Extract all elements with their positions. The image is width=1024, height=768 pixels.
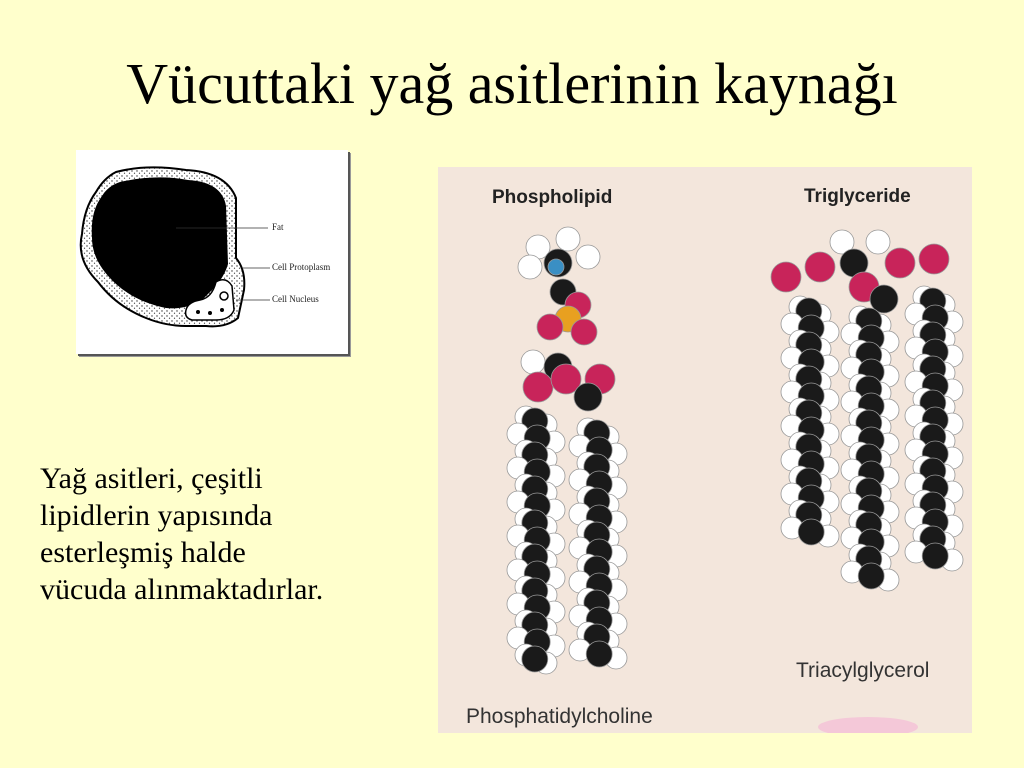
head-hydrogen-atom	[556, 227, 580, 251]
body-line: vücuda alınmaktadırlar.	[40, 573, 324, 606]
glycerol-carbon-atom	[574, 383, 602, 411]
nucleus-label: Cell Nucleus	[272, 294, 319, 304]
oxygen-atom	[771, 262, 801, 292]
oxygen-atom	[537, 314, 563, 340]
background-smudge	[818, 717, 918, 733]
protoplasm-label: Cell Protoplasm	[272, 262, 331, 272]
nitrogen-atom	[548, 259, 564, 275]
triglyceride-heading: Triglyceride	[804, 186, 911, 207]
triglyceride-caption: Triacylglycerol	[796, 659, 930, 682]
oxygen-atom	[523, 372, 553, 402]
oxygen-atom	[571, 319, 597, 345]
molecule-models	[438, 167, 972, 733]
glycerol-hydrogen-atom	[521, 350, 545, 374]
body-line: esterleşmiş halde	[40, 536, 246, 569]
phospholipid-chain-carbon-atom	[522, 646, 548, 672]
lipid-molecule-figure	[438, 167, 972, 733]
triglyceride-chain-carbon-atom	[922, 543, 948, 569]
phospholipid-caption: Phosphatidylcholine	[466, 705, 653, 728]
triglyceride-chain-carbon-atom	[858, 563, 884, 589]
phospholipid-chain-carbon-atom	[586, 641, 612, 667]
oxygen-atom	[805, 252, 835, 282]
fat-cell-figure	[76, 150, 348, 354]
oxygen-atom	[919, 244, 949, 274]
fat-label: Fat	[272, 222, 284, 232]
triglyceride-chain-carbon-atom	[798, 519, 824, 545]
glycerol-hydrogen-atom	[866, 230, 890, 254]
body-line: lipidlerin yapısında	[40, 499, 273, 532]
phospholipid-heading: Phospholipid	[492, 187, 613, 208]
head-hydrogen-atom	[518, 255, 542, 279]
head-hydrogen-atom	[576, 245, 600, 269]
fat-cell-drawing	[76, 150, 348, 354]
slide-title: Vücuttaki yağ asitlerinin kaynağı	[126, 51, 898, 116]
body-paragraph	[40, 460, 430, 608]
body-line: Yağ asitleri, çeşitli	[40, 462, 263, 495]
oxygen-atom	[885, 248, 915, 278]
